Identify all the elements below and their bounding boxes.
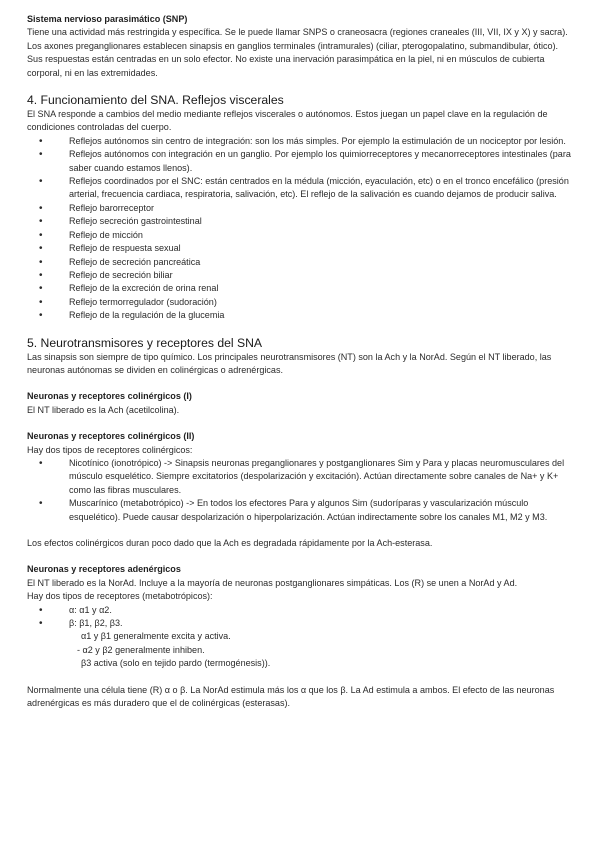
list-item: • Nicotínico (ionotrópico) -> Sinapsis neuronas preganglionares y postganglionares Sim y Para y placas neuromusculares del músculo esquelético. Siempre excitatorios (despolarización y excitación). Actúan directamente sobre canales de Na+ y K+ como las fibras musculares. [27, 457, 575, 497]
cholinergic-1-text: El NT liberado es la Ach (acetilcolina). [27, 404, 180, 415]
cholinergic-note: Los efectos colinérgicos duran poco dado que la Ach es degradada rápidamente por la Ach-esterasa. [27, 538, 433, 548]
list-item: • Reflejos autónomos sin centro de integración: son los más simples. Por ejemplo la estimulación de un nociceptor por lesión. [27, 135, 575, 148]
list-item: • Reflejo de micción [27, 229, 575, 242]
section-4-intro: El SNA responde a cambios del medio mediante reflejos viscerales o autónomos. Estos juegan un papel clave en la regulación de condiciones controladas del cuerpo. [27, 109, 548, 133]
section-5-intro: Las sinapsis son siempre de tipo químico. Los principales neurotransmisores (NT) son la Ach y la NorAd. Según el NT liberado, las neuronas autónomas se dividen en colinérgicas o adrenérgicas. [27, 351, 552, 375]
adrenergic-paragraph-2: Hay dos tipos de receptores (metabotrópicos): [27, 591, 213, 602]
list-item: • Reflejos autónomos con integración en un ganglio. Por ejemplo los quimiorreceptores y mecanorreceptores intestinales (para saber cuando estamos llenos). [27, 148, 575, 175]
snp-heading: Sistema nervioso parasimático (SNP) [27, 14, 188, 24]
cholinergic-1-heading: Neuronas y receptores colinérgicos (I) [27, 391, 192, 402]
list-item: • α: α1 y α2. [27, 604, 575, 617]
section-4-title: 4. Funcionamiento del SNA. Reflejos viscerales [27, 93, 284, 108]
list-item: • Reflejo de secreción biliar [27, 269, 575, 282]
sub-item: β3 activa (solo en tejido pardo (termogénesis)). [81, 658, 271, 669]
list-item: • Muscarínico (metabotrópico) -> En todos los efectores Para y algunos Sim (sudoríparas y vascularización músculo esquelético). Puede causar despolarización o hiperpolarización. Actúan indirectamente sobre los canales M1, M2 y M3. [27, 497, 575, 524]
list-item: • Reflejo de secreción pancreática [27, 256, 575, 269]
list-item: • Reflejo de la regulación de la glucemia [27, 309, 575, 322]
reflex-list [27, 135, 575, 323]
snp-paragraph-2: Sus respuestas están centradas en un solo efector. No existe una inervación parasimpática en la piel, ni en músculos de cubierta corporal, ni en las extremidades. [27, 54, 545, 78]
list-item: • Reflejo barorreceptor [27, 202, 575, 215]
list-item: • Reflejo secreción gastrointestinal [27, 215, 575, 228]
adrenergic-receptor-list [27, 604, 575, 631]
list-item: • Reflejo de la excreción de orina renal [27, 282, 575, 295]
adrenergic-paragraph-1: El NT liberado es la NorAd. Incluye a la mayoría de neuronas postganglionares simpáticas. Los (R) se unen a NorAd y Ad. [27, 577, 518, 588]
adrenergic-heading: Neuronas y receptores adenérgicos [27, 564, 181, 575]
document-page [27, 13, 575, 710]
final-paragraph: Normalmente una célula tiene (R) α o β. La NorAd estimula más los α que los β. La Ad estimula a ambos. El efecto de las neuronas adrenérgicas es más duradero que el de colinérgicas (esterasas). [27, 684, 555, 709]
cholinergic-2-intro: Hay dos tipos de receptores colinérgicos: [27, 444, 193, 455]
cholinergic-2-heading: Neuronas y receptores colinérgicos (II) [27, 431, 195, 442]
snp-paragraph-1: Tiene una actividad más restringida y específica. Se le puede llamar SNPS o craneosacra (regiones craneales (III, VII, IX y X) y sacra). Los axones preganglionares establecen sinapsis en ganglios terminales (intramurales) (ciliar, pterogopalatino, submandibular, ótico). [27, 27, 568, 51]
sub-item: α1 y β1 generalmente excita y activa. [81, 631, 231, 642]
cholinergic-receptor-list [27, 457, 575, 524]
list-item: • Reflejo termorregulador (sudoración) [27, 296, 575, 309]
list-item: • Reflejo de respuesta sexual [27, 242, 575, 255]
sub-item: - α2 y β2 generalmente inhiben. [77, 644, 205, 655]
list-item: • β: β1, β2, β3. [27, 617, 575, 630]
section-5-title: 5. Neurotransmisores y receptores del SNA [27, 335, 263, 350]
list-item: • Reflejos coordinados por el SNC: están centrados en la médula (micción, eyaculación, etc) o en el tronco encefálico (presión arterial, frecuencia cardiaca, respiratoria, salivación, etc). El reflejo de la salivación es cuando dejamos de producir saliva. [27, 175, 575, 202]
